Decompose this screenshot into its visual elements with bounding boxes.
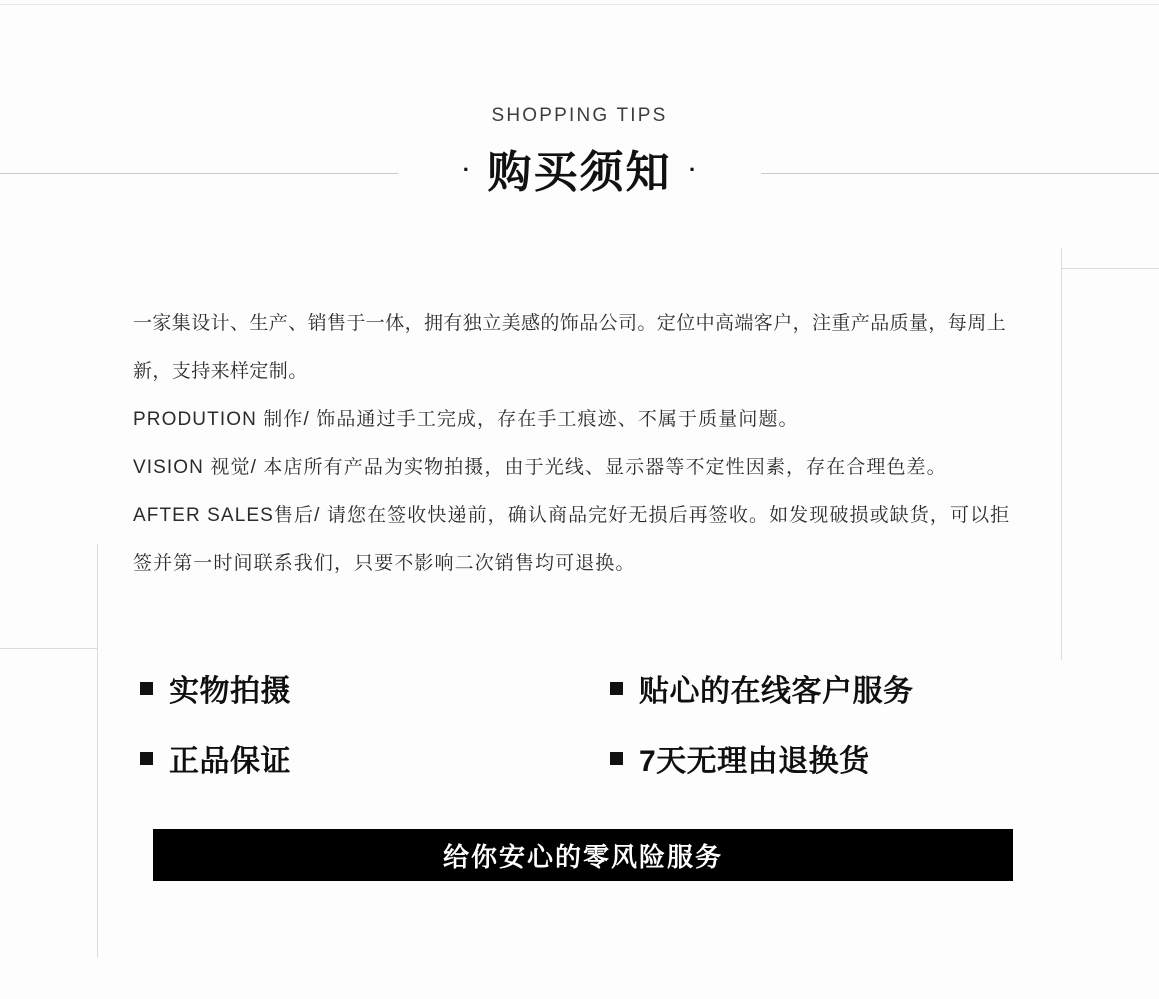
page-title: 购买须知 [487,148,672,197]
feature-label: 正品保证 [169,745,291,778]
decorative-line-vertical-right [1061,248,1062,660]
list-item [140,666,610,710]
paragraph-vision: VISION 视觉/ 本店所有产品为实物拍摄，由于光线、显示器等不定性因素，存在合理色差。 [133,457,947,478]
list-item [140,736,610,780]
square-bullet-icon [140,682,153,695]
decorative-line-horizontal-right [1061,268,1159,269]
page-header [0,104,1159,204]
feature-label: 实物拍摄 [169,675,291,708]
decorative-line-vertical-left [97,544,98,958]
square-bullet-icon [610,752,623,765]
decorative-line-horizontal-left [0,648,98,649]
square-bullet-icon [140,752,153,765]
paragraph-after-sales: AFTER SALES售后/ 请您在签收快递前，确认商品完好无损后再签收。如发现破损或缺货，可以拒签并第一时间联系我们，只要不影响二次销售均可退换。 [133,505,1011,574]
paragraph-production: PRODUTION 制作/ 饰品通过手工完成，存在手工痕迹、不属于质量问题。 [133,409,799,430]
title-rule-left [0,173,398,174]
feature-list [140,666,1020,780]
list-item [610,736,1020,780]
feature-label: 7天无理由退换货 [639,745,870,778]
ornament-dot-right: · [688,157,697,182]
header-eyebrow: SHOPPING TIPS [491,105,668,126]
title-rule-right [761,173,1159,174]
title-row [0,142,1159,204]
top-edge-line [0,4,1159,5]
promise-banner-text: 给你安心的零风险服务 [442,841,723,872]
feature-label: 贴心的在线客户服务 [639,675,914,708]
list-item [610,666,1020,710]
ornament-dot-left: · [462,157,471,182]
square-bullet-icon [610,682,623,695]
body-copy [133,300,1029,588]
paragraph-intro: 一家集设计、生产、销售于一体，拥有独立美感的饰品公司。定位中高端客户，注重产品质量，每周上新，支持来样定制。 [133,313,1007,382]
promise-banner [153,829,1013,881]
